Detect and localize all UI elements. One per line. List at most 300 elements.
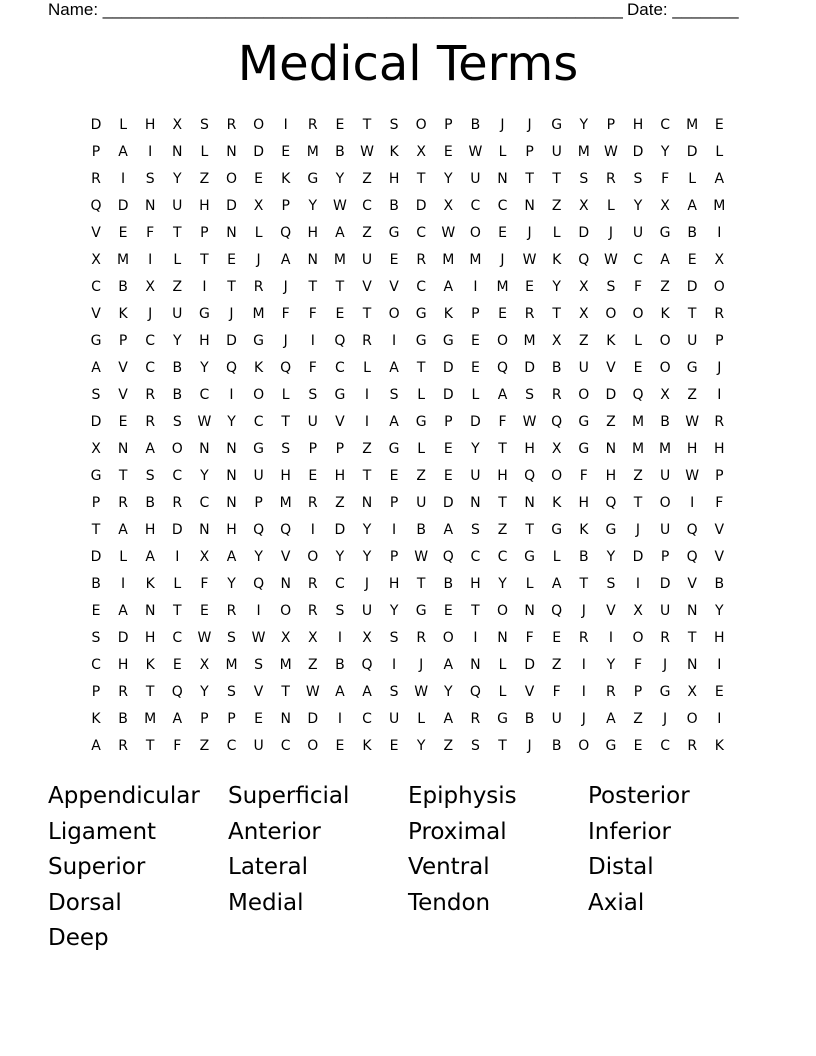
grid-letter: W (305, 684, 320, 700)
grid-letter: G (497, 711, 508, 727)
grid-letter: C (91, 657, 101, 673)
grid-letter: J (663, 657, 668, 673)
grid-letter: E (443, 603, 453, 619)
grid-letter: G (551, 117, 563, 133)
grid-letter: I (148, 252, 153, 268)
grid-letter: L (417, 387, 426, 403)
grid-letter: K (91, 711, 101, 727)
grid-letter: P (308, 441, 318, 457)
grid-letter: Y (660, 144, 670, 160)
grid-letter: V (253, 684, 264, 700)
grid-letter: D (90, 117, 102, 133)
grid-letter: Z (660, 279, 670, 295)
grid-letter: D (415, 198, 427, 214)
grid-letter: M (631, 441, 645, 457)
grid-letter: G (198, 306, 210, 322)
grid-letter: E (172, 657, 182, 673)
grid-letter: D (117, 198, 129, 214)
grid-letter: Q (90, 198, 102, 214)
grid-letter: H (632, 117, 644, 133)
grid-letter: Q (225, 360, 238, 376)
grid-letter: E (389, 252, 399, 268)
grid-letter: U (551, 144, 562, 160)
grid-letter: E (254, 711, 264, 727)
grid-letter: U (388, 711, 400, 727)
grid-letter: P (715, 333, 724, 349)
grid-letter: D (90, 549, 102, 565)
grid-letter: J (635, 522, 641, 538)
grid-letter: N (117, 441, 129, 457)
grid-letter: U (687, 333, 698, 349)
grid-letter: P (471, 306, 480, 322)
grid-letter: L (606, 198, 615, 214)
grid-letter: T (145, 738, 155, 754)
grid-letter: J (717, 360, 722, 376)
grid-letter: Y (444, 684, 453, 700)
grid-letter: O (551, 468, 563, 484)
grid-letter: M (117, 252, 130, 268)
grid-letter: Y (362, 522, 372, 538)
grid-letter: O (496, 333, 509, 349)
grid-letter: B (470, 117, 481, 133)
grid-letter: O (632, 630, 644, 646)
grid-letter: L (363, 360, 371, 376)
grid-letter: A (118, 603, 128, 619)
grid-letter: L (715, 144, 724, 160)
grid-letter: B (416, 522, 426, 538)
grid-letter: X (443, 198, 454, 214)
grid-letter: M (713, 198, 726, 214)
grid-letter: P (633, 684, 643, 700)
grid-letter: V (335, 414, 345, 430)
grid-letter: P (281, 198, 290, 214)
grid-letter: N (226, 225, 237, 241)
grid-letter: E (443, 468, 453, 484)
grid-letter: B (118, 279, 128, 295)
name-line: Name: _______________________________________________________ (48, 0, 623, 19)
grid-letter: U (632, 225, 644, 241)
grid-letter: L (281, 387, 290, 403)
grid-letter: C (145, 333, 156, 349)
grid-letter: Z (362, 171, 372, 187)
grid-letter: X (91, 441, 101, 457)
word-list-item: Ligament (48, 818, 157, 845)
grid-letter: O (253, 387, 265, 403)
grid-letter: X (633, 603, 643, 619)
grid-letter: S (227, 630, 236, 646)
grid-letter: S (389, 387, 399, 403)
grid-letter: H (497, 468, 508, 484)
word-list-item: Tendon (408, 889, 491, 916)
grid-letter: I (581, 657, 586, 673)
grid-letter: Q (361, 657, 373, 673)
grid-letter: A (91, 360, 101, 376)
grid-letter: Q (496, 360, 509, 376)
grid-letter: G (415, 414, 427, 430)
grid-letter: I (364, 387, 370, 403)
grid-letter: T (633, 495, 643, 511)
grid-letter: R (416, 630, 427, 646)
grid-letter: H (714, 630, 725, 646)
grid-letter: R (118, 495, 128, 511)
grid-letter: O (307, 549, 319, 565)
grid-letter: J (283, 333, 288, 349)
grid-letter: G (524, 549, 536, 565)
grid-letter: K (579, 522, 589, 538)
grid-letter: G (90, 333, 102, 349)
grid-letter: R (524, 306, 535, 322)
grid-letter: A (280, 252, 291, 268)
grid-letter: G (659, 684, 671, 700)
grid-letter: H (307, 225, 319, 241)
grid-letter: N (144, 603, 156, 619)
grid-letter: U (253, 738, 264, 754)
grid-letter: B (443, 576, 454, 592)
grid-letter: R (145, 387, 156, 403)
grid-letter: A (389, 414, 399, 430)
grid-letter: K (254, 360, 264, 376)
grid-letter: H (605, 468, 617, 484)
grid-letter: G (253, 333, 265, 349)
grid-letter: B (335, 657, 345, 673)
grid-letter: C (335, 360, 345, 376)
grid-letter: R (118, 738, 128, 754)
grid-letter: J (608, 225, 613, 241)
grid-letter: Y (715, 603, 724, 619)
grid-letter: H (686, 441, 698, 457)
grid-letter: W (251, 630, 266, 646)
grid-letter: E (714, 117, 724, 133)
grid-letter: R (145, 414, 156, 430)
grid-letter: I (717, 657, 722, 673)
grid-letter: K (281, 171, 291, 187)
grid-letter: N (497, 171, 508, 187)
grid-letter: Z (551, 198, 562, 214)
grid-letter: S (579, 171, 589, 187)
grid-letter: E (714, 684, 724, 700)
grid-letter: B (551, 360, 562, 376)
grid-letter: F (200, 576, 209, 592)
grid-letter: T (471, 603, 480, 619)
grid-letter: D (659, 576, 671, 592)
grid-letter: B (335, 144, 345, 160)
grid-letter: X (253, 198, 264, 214)
grid-letter: D (307, 711, 319, 727)
grid-letter: G (605, 738, 617, 754)
grid-letter: X (660, 198, 670, 214)
grid-letter: F (552, 684, 561, 700)
grid-letter: F (633, 657, 643, 673)
grid-letter: I (717, 711, 722, 727)
grid-letter: S (606, 279, 616, 295)
grid-letter: O (659, 495, 671, 511)
grid-letter: R (91, 171, 101, 187)
grid-letter: Y (308, 198, 318, 214)
grid-letter: V (606, 360, 616, 376)
grid-letter: R (551, 387, 562, 403)
grid-letter: E (308, 468, 318, 484)
grid-letter: S (91, 630, 101, 646)
grid-letter: L (525, 576, 534, 592)
grid-letter: E (227, 252, 236, 268)
grid-letter: F (308, 360, 317, 376)
grid-letter: D (253, 144, 264, 160)
grid-letter: V (524, 684, 535, 700)
grid-letter: Z (362, 225, 372, 241)
grid-letter: R (307, 576, 318, 592)
grid-letter: I (690, 495, 695, 511)
grid-letter: K (145, 657, 155, 673)
grid-letter: G (388, 441, 400, 457)
grid-letter: Z (443, 738, 454, 754)
grid-letter: R (470, 711, 481, 727)
grid-letter: P (606, 117, 616, 133)
grid-letter: J (364, 576, 370, 592)
grid-letter: J (283, 279, 288, 295)
grid-letter: B (389, 198, 399, 214)
grid-letter: O (578, 738, 590, 754)
grid-letter: B (714, 576, 725, 592)
grid-letter: R (660, 630, 670, 646)
grid-letter: M (686, 117, 699, 133)
grid-letter: V (118, 387, 128, 403)
grid-letter: J (500, 252, 505, 268)
grid-letter: J (663, 711, 668, 727)
grid-letter: X (687, 684, 697, 700)
grid-letter: W (685, 414, 700, 430)
grid-letter: C (91, 279, 101, 295)
grid-letter: A (497, 387, 508, 403)
grid-letter: L (417, 711, 426, 727)
grid-letter: E (633, 360, 643, 376)
grid-letter: H (334, 468, 346, 484)
grid-letter: Q (442, 549, 454, 565)
grid-letter: U (361, 252, 373, 268)
grid-letter: Z (199, 171, 210, 187)
grid-letter: A (551, 576, 562, 592)
grid-letter: E (552, 630, 562, 646)
word-list-item: Inferior (588, 818, 671, 845)
grid-letter: W (414, 549, 429, 565)
grid-letter: C (470, 198, 481, 214)
grid-letter: G (686, 360, 698, 376)
grid-letter: T (200, 252, 209, 268)
grid-letter: P (444, 117, 453, 133)
grid-letter: M (144, 711, 157, 727)
grid-letter: M (225, 657, 238, 673)
grid-letter: D (442, 495, 454, 511)
grid-letter: O (659, 333, 671, 349)
grid-letter: Y (227, 576, 236, 592)
grid-letter: H (280, 468, 291, 484)
grid-letter: O (415, 117, 427, 133)
grid-letter: D (632, 144, 644, 160)
grid-letter: F (661, 171, 670, 187)
letter-grid (84, 112, 744, 760)
grid-letter: N (524, 495, 535, 511)
grid-letter: F (525, 630, 534, 646)
grid-letter: T (416, 360, 426, 376)
grid-letter: I (229, 387, 234, 403)
grid-letter: X (145, 279, 155, 295)
grid-letter: M (577, 144, 590, 160)
grid-letter: R (362, 333, 372, 349)
grid-letter: N (144, 198, 156, 214)
grid-letter: D (226, 333, 237, 349)
grid-letter: A (443, 711, 454, 727)
grid-letter: G (307, 171, 319, 187)
grid-letter: A (118, 522, 128, 538)
grid-letter: E (443, 144, 453, 160)
grid-letter: N (497, 630, 508, 646)
grid-letter: W (197, 630, 212, 646)
grid-letter: G (578, 414, 590, 430)
grid-letter: R (578, 630, 589, 646)
grid-letter: L (634, 333, 642, 349)
grid-letter: D (171, 522, 183, 538)
grid-letter: U (172, 306, 183, 322)
grid-letter: P (389, 495, 399, 511)
grid-letter: X (551, 333, 562, 349)
grid-letter: X (199, 549, 210, 565)
word-list-item: Epiphysis (408, 783, 517, 809)
grid-letter: Y (498, 576, 507, 592)
grid-letter: I (364, 414, 370, 430)
grid-letter: N (280, 711, 291, 727)
grid-letter: E (389, 738, 399, 754)
grid-letter: I (717, 225, 722, 241)
grid-letter: M (631, 414, 645, 430)
grid-letter: O (686, 711, 698, 727)
grid-letter: Y (606, 657, 616, 673)
grid-letter: U (361, 603, 373, 619)
grid-letter: T (281, 414, 290, 430)
grid-letter: W (522, 414, 537, 430)
grid-letter: N (280, 576, 291, 592)
grid-letter: Z (687, 387, 697, 403)
grid-letter: Q (253, 576, 265, 592)
grid-letter: V (118, 360, 128, 376)
word-list-item: Superficial (228, 783, 350, 809)
word-list-item: Deep (48, 925, 109, 951)
grid-letter: D (686, 279, 698, 295)
grid-letter: X (91, 252, 101, 268)
grid-letter: X (660, 387, 670, 403)
grid-letter: W (468, 144, 483, 160)
grid-letter: M (252, 306, 265, 322)
grid-letter: N (470, 495, 481, 511)
grid-letter: Y (200, 684, 209, 700)
grid-letter: K (362, 738, 372, 754)
grid-letter: K (552, 252, 562, 268)
grid-letter: C (253, 414, 264, 430)
grid-letter: P (389, 549, 399, 565)
grid-letter: T (145, 684, 155, 700)
grid-letter: I (121, 171, 126, 187)
grid-letter: F (498, 414, 507, 430)
grid-letter: K (443, 306, 453, 322)
grid-letter: Y (335, 171, 345, 187)
grid-letter: T (362, 117, 372, 133)
grid-letter: J (419, 657, 424, 673)
grid-letter: Q (280, 360, 292, 376)
grid-letter: T (281, 684, 290, 700)
grid-letter: H (226, 522, 237, 538)
grid-letter: T (308, 279, 318, 295)
grid-letter: T (173, 603, 182, 619)
grid-letter: I (392, 522, 397, 538)
grid-letter: X (714, 252, 725, 268)
grid-letter: E (687, 252, 697, 268)
grid-letter: Z (416, 468, 426, 484)
grid-letter: S (335, 603, 345, 619)
grid-letter: I (635, 576, 641, 592)
grid-letter: E (118, 414, 128, 430)
grid-letter: P (200, 225, 209, 241)
grid-letter: A (362, 684, 372, 700)
grid-letter: L (498, 684, 507, 700)
grid-letter: Y (200, 360, 209, 376)
grid-letter: A (606, 711, 616, 727)
grid-letter: V (280, 549, 291, 565)
grid-letter: P (254, 495, 263, 511)
word-list-item: Medial (228, 889, 304, 916)
grid-letter: K (606, 333, 616, 349)
grid-letter: E (335, 306, 345, 322)
word-list-item: Axial (588, 889, 645, 916)
grid-letter: P (91, 144, 101, 160)
grid-letter: S (281, 441, 291, 457)
grid-letter: R (606, 684, 616, 700)
grid-letter: Y (416, 738, 426, 754)
page-title: Medical Terms (237, 36, 579, 92)
grid-letter: D (632, 549, 644, 565)
grid-letter: J (527, 225, 532, 241)
grid-letter: P (715, 468, 724, 484)
grid-letter: E (281, 144, 291, 160)
grid-letter: P (335, 441, 345, 457)
grid-letter: E (470, 360, 480, 376)
grid-letter: C (280, 738, 291, 754)
grid-letter: Y (254, 549, 263, 565)
grid-letter: N (307, 252, 319, 268)
grid-letter: J (527, 738, 532, 754)
grid-letter: T (335, 279, 345, 295)
grid-letter: J (256, 252, 261, 268)
grid-letter: M (469, 252, 482, 268)
grid-letter: D (470, 414, 481, 430)
grid-letter: I (148, 144, 153, 160)
grid-letter: I (473, 279, 478, 295)
grid-letter: Y (200, 468, 209, 484)
grid-letter: L (471, 387, 480, 403)
grid-letter: R (253, 279, 264, 295)
grid-letter: S (389, 117, 399, 133)
grid-letter: L (498, 657, 507, 673)
grid-letter: O (225, 171, 238, 187)
grid-letter: G (578, 441, 590, 457)
grid-letter: F (633, 279, 643, 295)
grid-letter: B (687, 225, 697, 241)
grid-letter: X (579, 279, 589, 295)
grid-letter: D (90, 414, 102, 430)
grid-letter: H (714, 441, 725, 457)
grid-letter: Q (280, 225, 292, 241)
grid-letter: I (473, 630, 478, 646)
grid-letter: X (308, 630, 318, 646)
grid-letter: L (498, 144, 507, 160)
grid-letter: Y (227, 414, 236, 430)
